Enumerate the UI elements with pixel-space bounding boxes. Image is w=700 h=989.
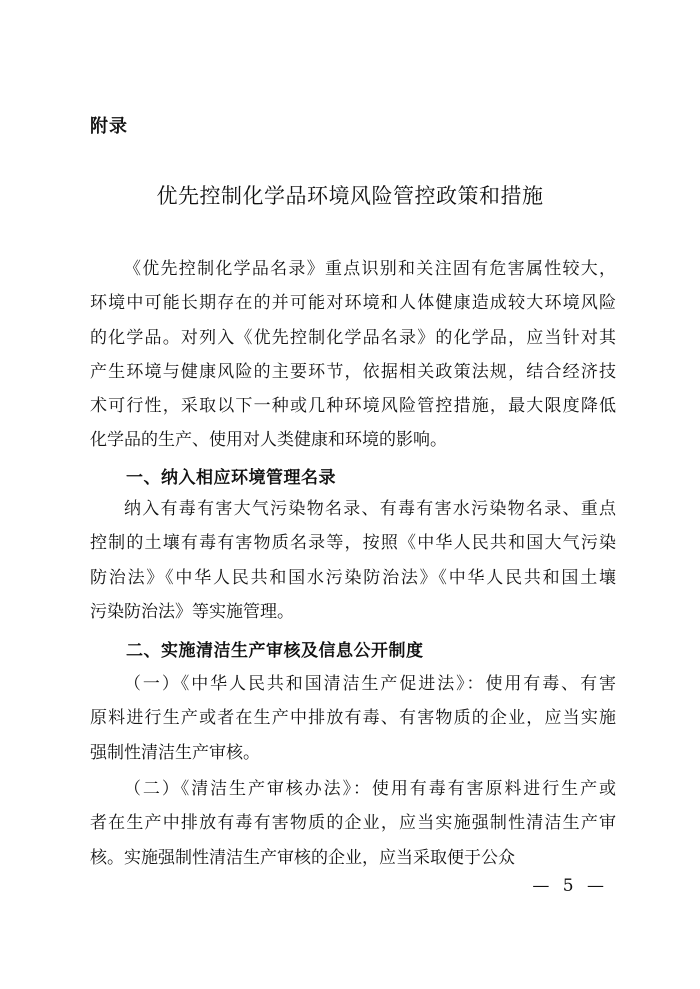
paragraph-line: 核。实施强制性清洁生产审核的企业，应当采取便于公众 [90, 847, 515, 868]
paragraph-line: 控制的土壤有毒有害物质名录等，按照《中华人民共和国大气污染 [90, 533, 616, 554]
paragraph-line: 原料进行生产或者在生产中排放有毒、有害物质的企业，应当实施 [90, 708, 616, 729]
paragraph-line: 纳入有毒有害大气污染物名录、有毒有害水污染物名录、重点 [124, 499, 616, 519]
page-number: — 5 — [532, 876, 608, 896]
paragraph-line: 产生环境与健康风险的主要环节，依据相关政策法规，结合经济技 [90, 361, 616, 382]
section-heading-1: 一、纳入相应环境管理名录 [126, 468, 336, 488]
paragraph-line: 的化学品。对列入《优先控制化学品名录》的化学品，应当针对其 [90, 327, 616, 348]
paragraph-line: 《优先控制化学品名录》重点识别和关注固有危害属性较大， [124, 259, 616, 279]
paragraph-line: 强制性清洁生产审核。 [90, 742, 260, 763]
paragraph-line: 术可行性，采取以下一种或几种环境风险管控措施，最大限度降低 [90, 396, 616, 417]
section-heading-2: 二、实施清洁生产审核及信息公开制度 [126, 641, 424, 661]
paragraph-line: 环境中可能长期存在的并可能对环境和人体健康造成较大环境风险 [90, 293, 616, 314]
appendix-label: 附录 [90, 116, 128, 137]
paragraph-line: 污染防治法》等实施管理。 [90, 601, 294, 622]
section2-item2-paragraph [90, 772, 616, 875]
intro-paragraph [90, 252, 616, 458]
paragraph-line: 者在生产中排放有毒有害物质的企业，应当实施强制性清洁生产审 [90, 813, 616, 834]
section1-paragraph [90, 492, 616, 629]
paragraph-line: 化学品的生产、使用对人类健康和环境的影响。 [90, 430, 447, 451]
paragraph-line: （一）《中华人民共和国清洁生产促进法》：使用有毒、有害 [124, 674, 616, 694]
section2-item1-paragraph [90, 667, 616, 770]
paragraph-line: （二）《清洁生产审核办法》：使用有毒有害原料进行生产或 [124, 779, 616, 799]
paragraph-line: 防治法》《中华人民共和国水污染防治法》《中华人民共和国土壤 [90, 567, 616, 588]
document-title: 优先控制化学品环境风险管控政策和措施 [156, 184, 544, 208]
